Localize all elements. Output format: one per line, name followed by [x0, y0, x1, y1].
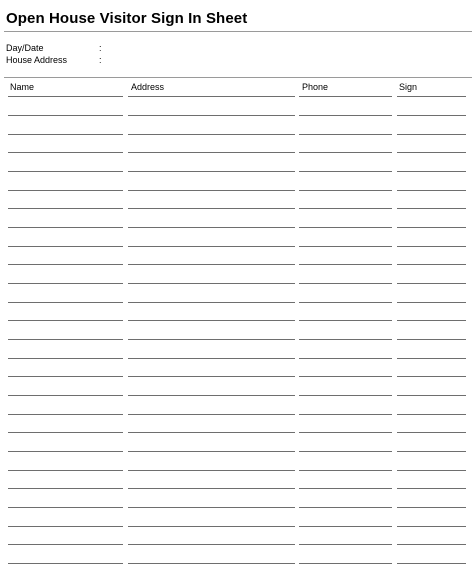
blank-line-name: [8, 451, 123, 452]
blank-line-sign: [397, 283, 466, 284]
blank-line-sign: [397, 414, 466, 415]
blank-line-sign: [397, 544, 466, 545]
blank-line-phone: [299, 432, 392, 433]
blank-line-sign: [397, 246, 466, 247]
blank-line-name: [8, 395, 123, 396]
header-underline-name: [8, 96, 123, 97]
blank-line-address: [128, 470, 295, 471]
blank-line-address: [128, 227, 295, 228]
blank-line-phone: [299, 302, 392, 303]
blank-line-sign: [397, 451, 466, 452]
blank-line-name: [8, 246, 123, 247]
blank-line-address: [128, 115, 295, 116]
blank-line-sign: [397, 264, 466, 265]
blank-line-name: [8, 152, 123, 153]
blank-line-phone: [299, 470, 392, 471]
blank-line-address: [128, 246, 295, 247]
blank-line-address: [128, 358, 295, 359]
blank-line-name: [8, 470, 123, 471]
day-date-field: [6, 43, 102, 53]
blank-line-name: [8, 563, 123, 564]
house-address-field: [6, 55, 102, 65]
blank-line-sign: [397, 134, 466, 135]
blank-line-name: [8, 414, 123, 415]
blank-line-sign: [397, 227, 466, 228]
blank-line-name: [8, 432, 123, 433]
blank-line-phone: [299, 414, 392, 415]
blank-line-phone: [299, 563, 392, 564]
blank-line-address: [128, 264, 295, 265]
blank-line-name: [8, 115, 123, 116]
blank-line-phone: [299, 115, 392, 116]
blank-line-name: [8, 208, 123, 209]
blank-line-name: [8, 171, 123, 172]
column-header-phone: Phone: [302, 82, 329, 92]
blank-line-address: [128, 171, 295, 172]
blank-line-sign: [397, 563, 466, 564]
blank-line-address: [128, 451, 295, 452]
blank-line-sign: [397, 115, 466, 116]
header-underline-sign: [397, 96, 466, 97]
blank-line-name: [8, 320, 123, 321]
blank-line-phone: [299, 358, 392, 359]
blank-line-sign: [397, 320, 466, 321]
blank-line-phone: [299, 544, 392, 545]
blank-line-phone: [299, 376, 392, 377]
blank-line-phone: [299, 208, 392, 209]
blank-line-sign: [397, 432, 466, 433]
blank-line-address: [128, 302, 295, 303]
blank-line-address: [128, 152, 295, 153]
blank-line-address: [128, 339, 295, 340]
blank-line-phone: [299, 264, 392, 265]
blank-line-sign: [397, 488, 466, 489]
blank-line-phone: [299, 171, 392, 172]
blank-line-name: [8, 227, 123, 228]
blank-line-name: [8, 283, 123, 284]
column-header-name: Name: [10, 82, 35, 92]
blank-line-address: [128, 208, 295, 209]
header-underline-phone: [299, 96, 392, 97]
title-divider: [4, 31, 472, 32]
header-underline-address: [128, 96, 295, 97]
blank-line-address: [128, 320, 295, 321]
blank-line-sign: [397, 302, 466, 303]
blank-line-sign: [397, 526, 466, 527]
blank-line-sign: [397, 395, 466, 396]
blank-line-sign: [397, 470, 466, 471]
house-address-label: House Address: [6, 55, 68, 65]
blank-line-name: [8, 264, 123, 265]
blank-line-phone: [299, 246, 392, 247]
day-date-colon: :: [99, 43, 102, 53]
blank-line-sign: [397, 358, 466, 359]
blank-line-address: [128, 507, 295, 508]
blank-line-sign: [397, 376, 466, 377]
blank-line-name: [8, 134, 123, 135]
page-title: Open House Visitor Sign In Sheet: [6, 10, 248, 27]
blank-line-name: [8, 507, 123, 508]
blank-line-phone: [299, 395, 392, 396]
blank-line-name: [8, 488, 123, 489]
blank-line-phone: [299, 134, 392, 135]
blank-line-name: [8, 190, 123, 191]
blank-line-phone: [299, 227, 392, 228]
blank-line-name: [8, 544, 123, 545]
blank-line-phone: [299, 283, 392, 284]
blank-line-sign: [397, 339, 466, 340]
blank-line-sign: [397, 171, 466, 172]
blank-line-address: [128, 488, 295, 489]
blank-line-name: [8, 339, 123, 340]
blank-line-sign: [397, 190, 466, 191]
blank-line-address: [128, 526, 295, 527]
blank-line-address: [128, 544, 295, 545]
blank-line-sign: [397, 208, 466, 209]
blank-line-name: [8, 376, 123, 377]
blank-line-name: [8, 526, 123, 527]
column-header-address: Address: [131, 82, 165, 92]
blank-line-address: [128, 414, 295, 415]
blank-line-name: [8, 358, 123, 359]
blank-line-address: [128, 376, 295, 377]
blank-line-address: [128, 134, 295, 135]
blank-line-address: [128, 395, 295, 396]
blank-line-name: [8, 302, 123, 303]
blank-line-address: [128, 563, 295, 564]
blank-line-address: [128, 432, 295, 433]
blank-line-phone: [299, 152, 392, 153]
blank-line-phone: [299, 339, 392, 340]
blank-line-sign: [397, 152, 466, 153]
blank-line-address: [128, 283, 295, 284]
blank-line-phone: [299, 451, 392, 452]
column-header-sign: Sign: [399, 82, 418, 92]
table-top-divider: [4, 77, 472, 78]
blank-line-phone: [299, 320, 392, 321]
blank-line-sign: [397, 507, 466, 508]
day-date-label: Day/Date: [6, 43, 44, 53]
blank-line-phone: [299, 488, 392, 489]
blank-line-address: [128, 190, 295, 191]
blank-line-phone: [299, 190, 392, 191]
blank-line-phone: [299, 507, 392, 508]
blank-line-phone: [299, 526, 392, 527]
house-address-colon: :: [99, 55, 102, 65]
